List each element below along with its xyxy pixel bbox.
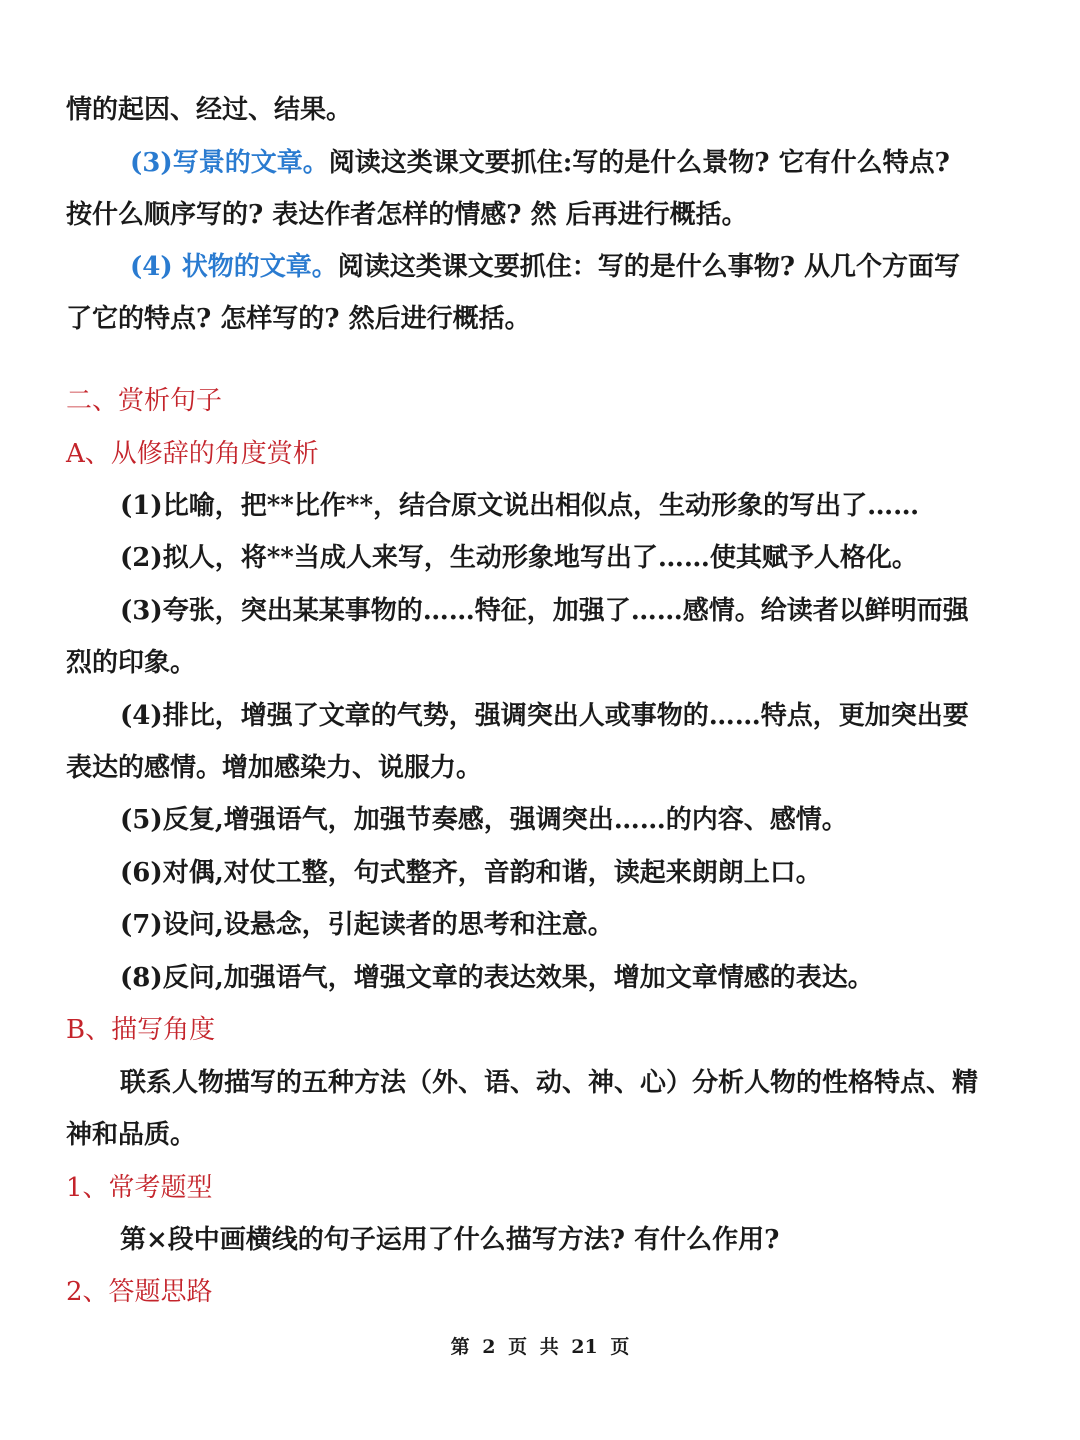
rhetoric-item-2: (2)拟人，将**当成人来写，生动形象地写出了……使其赋予人格化。 — [120, 543, 918, 573]
text-line: 烈的印象。 — [66, 648, 197, 678]
text-line: 了它的特点? 怎样写的? 然后进行概括。 — [66, 304, 531, 334]
subheading-question-type: 1、常考题型 — [66, 1173, 213, 1203]
item-3-text: 阅读这类课文要抓住:写的是什么景物? 它有什么特点? — [328, 148, 950, 178]
rhetoric-item-1: (1)比喻，把**比作**，结合原文说出相似点，生动形象的写出了…… — [120, 491, 920, 521]
rhetoric-item-7: (7)设问,设悬念，引起读者的思考和注意。 — [120, 910, 614, 940]
rhetoric-item-4: (4)排比，增强了文章的气势，强调突出人或事物的……特点，更加突出要 — [120, 701, 969, 731]
text-line: 按什么顺序写的? 表达作者怎样的情感? 然 后再进行概括。 — [66, 200, 748, 230]
text-line: 表达的感情。增加感染力、说服力。 — [66, 753, 483, 783]
subheading-b: B、描写角度 — [66, 1015, 216, 1045]
subheading-a: A、从修辞的角度赏析 — [66, 439, 319, 469]
text-line: 神和品质。 — [66, 1120, 197, 1150]
page-number: 第 2 页 共 21 页 — [450, 1336, 630, 1358]
rhetoric-item-6: (6)对偶,对仗工整，句式整齐，音韵和谐，读起来朗朗上口。 — [120, 858, 822, 888]
question-text: 第×段中画横线的句子运用了什么描写方法? 有什么作用? — [120, 1225, 780, 1255]
item-4-label: (4) 状物的文章。 — [130, 252, 338, 282]
item-3-line — [130, 146, 1020, 180]
item-4-line — [130, 250, 1020, 284]
section-heading: 二、赏析句子 — [66, 386, 223, 416]
description-text: 联系人物描写的五种方法（外、语、动、神、心）分析人物的性格特点、精 — [120, 1068, 979, 1098]
item-3-label: (3)写景的文章。 — [130, 148, 329, 178]
rhetoric-item-8: (8)反问,加强语气，增强文章的表达效果，增加文章情感的表达。 — [120, 963, 874, 993]
subheading-answer-approach: 2、答题思路 — [66, 1277, 213, 1307]
rhetoric-item-5: (5)反复,增强语气，加强节奏感，强调突出……的内容、感情。 — [120, 805, 848, 835]
rhetoric-item-3: (3)夸张，突出某某事物的……特征，加强了……感情。给读者以鲜明而强 — [120, 596, 969, 626]
text-line: 情的起因、经过、结果。 — [66, 95, 353, 125]
item-4-text: 阅读这类课文要抓住：写的是什么事物? 从几个方面写 — [337, 252, 961, 282]
